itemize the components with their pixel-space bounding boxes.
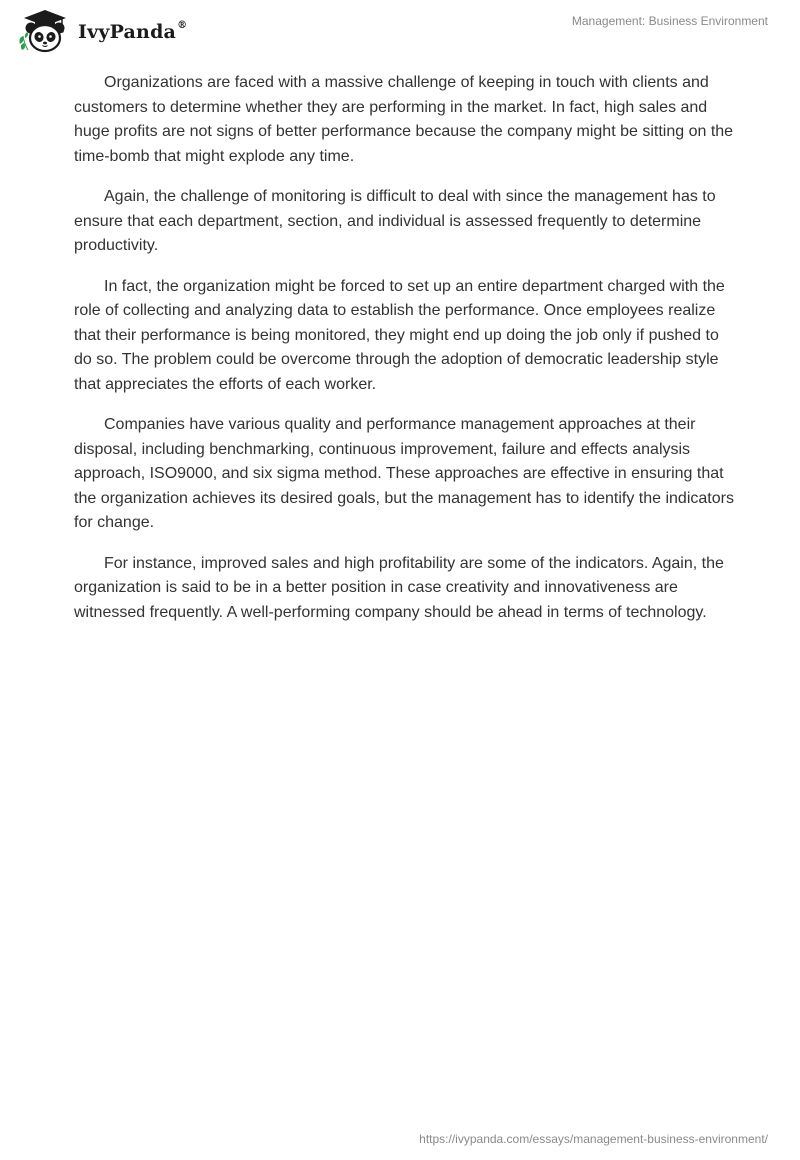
paragraph-4: Companies have various quality and performance management approaches at their disposal, including benchmarking, continuous improvement, failure and effects analysis approach, ISO9000, and six sigma method. These approaches are effective in ensuring that the organization achieves its desired goals, but the management has to identify the indicators for change. xyxy=(74,416,734,531)
paragraph-2: Again, the challenge of monitoring is difficult to deal with since the management has to ensure that each department, section, and individual is assessed frequently to determine productivity. xyxy=(74,188,716,254)
ivypanda-logo[interactable] xyxy=(16,8,187,54)
paragraph-1: Organizations are faced with a massive challenge of keeping in touch with clients and customers to determine whether they are performing in the market. In fact, high sales and huge profits are not signs of better performance because the company might be sitting on the time-bomb that might explode any time. xyxy=(74,74,734,165)
source-url-link[interactable]: https://ivypanda.com/essays/management-business-environment/ xyxy=(419,1132,768,1146)
essay-body xyxy=(74,71,734,641)
page-header xyxy=(0,0,800,60)
paragraph-3: In fact, the organization might be forced to set up an entire department charged with the role of collecting and analyzing data to establish the performance. Once employees realize that their performance is being monitored, they might end up doing the job only if pushed to do so. The problem could be overcome through the adoption of democratic leadership style that appreciates the efforts of each worker. xyxy=(74,277,725,393)
registered-mark: ® xyxy=(177,19,188,31)
document-title: Management: Business Environment xyxy=(571,14,768,28)
logo-name: IvyPanda xyxy=(78,21,177,43)
paragraph-5: For instance, improved sales and high profitability are some of the indicators. Again, the organization is said to be in a better position in case creativity and innovativeness are witnessed frequently. A well-performing company should be ahead in terms of technology. xyxy=(74,554,724,621)
logo-wordmark xyxy=(78,21,187,43)
panda-graduate-icon xyxy=(16,8,74,54)
